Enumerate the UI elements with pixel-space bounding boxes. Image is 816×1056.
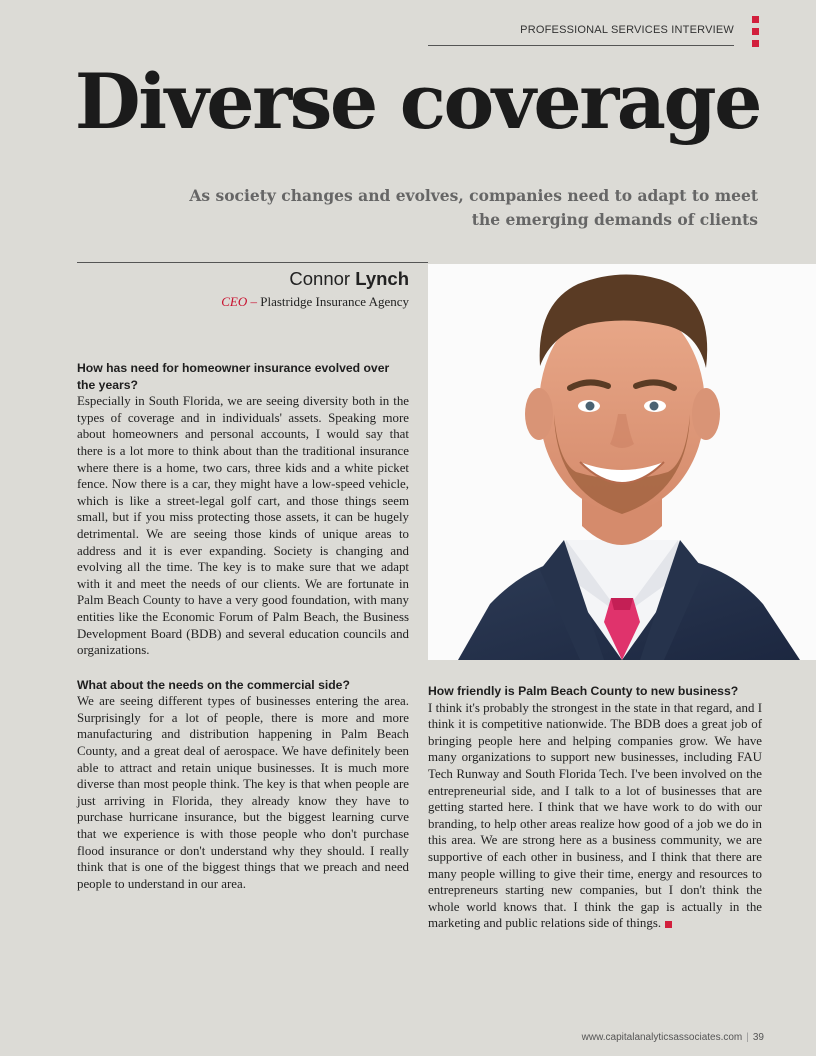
role-separator: – xyxy=(247,294,261,309)
article-deck: As society changes and evolves, companies need to adapt to meet the emerging demands of clients xyxy=(189,186,758,229)
author-title: CEO xyxy=(221,294,248,309)
portrait-illustration xyxy=(428,264,816,660)
section-divider xyxy=(428,45,734,46)
question-2: What about the needs on the commercial side? xyxy=(77,677,350,692)
answer-3-text: I think it's probably the strongest in the state in that regard, and I think it is competitive nationwide. The BDB does a great job of bringing people here and helping companies grow. We have many organizations to support new businesses, including FAU Tech Runway and South Florida Tech. I've been involved on the entrepreneurial side, and I talk to a lot of businesses that are getting started here. I think that we have work to do with our branding, to help other areas realize how good of a job we do in this area. We are strong here as a business community, we are supportive of each other in business, and I think that there are many people willing to give their time, energy and resources to entrepreneurs starting new companies, but I don't think the whole world knows that. I think the gap is actually in the marketing and public relations side of things. xyxy=(428,700,762,931)
author-last-name: Lynch xyxy=(355,268,409,289)
author-company: Plastridge Insurance Agency xyxy=(260,294,409,309)
accent-square-top xyxy=(752,16,759,23)
author-role xyxy=(77,294,409,310)
author-first-name: Connor xyxy=(289,268,351,289)
byline-divider xyxy=(77,262,428,263)
footer-separator: | xyxy=(746,1032,749,1043)
accent-square-middle xyxy=(752,28,759,35)
left-column xyxy=(77,360,409,892)
author-portrait xyxy=(428,264,816,660)
question-3: How friendly is Palm Beach County to new business? xyxy=(428,684,739,698)
right-column xyxy=(428,683,762,932)
question-1: How has need for homeowner insurance evolved over the years? xyxy=(77,361,390,392)
footer-url: www.capitalanalyticsassociates.com xyxy=(581,1032,743,1043)
author-name xyxy=(77,268,409,290)
article-title: Diverse coverage xyxy=(74,57,760,146)
answer-2: We are seeing different types of businesses entering the area. Surprisingly for a lot of people, there is more and more manufacturing and distribution happening in Palm Beach County, and a great deal of aerospace. We have definitely been able to attract and retain unique businesses. It is much more diverse than most people think. The key is that when people are just arriving in Florida, they already know they have to purchase hurricane insurance, but the biggest learning curve that we experience is with those people who don't purchase flood insurance or don't understand why they should. I really think that is one of the biggest things that we preach and need people to understand in our area. xyxy=(77,694,409,891)
accent-square-bottom xyxy=(752,40,759,47)
end-of-article-mark xyxy=(665,921,672,928)
answer-1: Especially in South Florida, we are seeing diversity both in the types of coverage and in individuals' assets. Speaking more about homeowners and personal accounts, I would say that there is a lot more to think about than the traditional insurance where there is a home, two cars, three kids and a white picket fence. Now there is a car, they might have a low-speed vehicle, which is like a street-legal golf cart, and those things seem small, but if you miss protecting those assets, it can be hugely detrimental. We are seeing those kinds of unique areas to address and it is ever expanding. Society is changing and evolving all the time. The key is to make sure that we adapt with it and meet the needs of our clients. We are fortunate in Palm Beach County to have a very good foundation, with many entities like the Economic Forum of Palm Beach, the Business Development Board (BDB) and several education councils and organizations. xyxy=(77,394,409,658)
page-footer xyxy=(560,1032,764,1043)
section-label: PROFESSIONAL SERVICES INTERVIEW xyxy=(520,24,734,36)
page-number: 39 xyxy=(752,1032,764,1043)
answer-3 xyxy=(428,700,762,932)
